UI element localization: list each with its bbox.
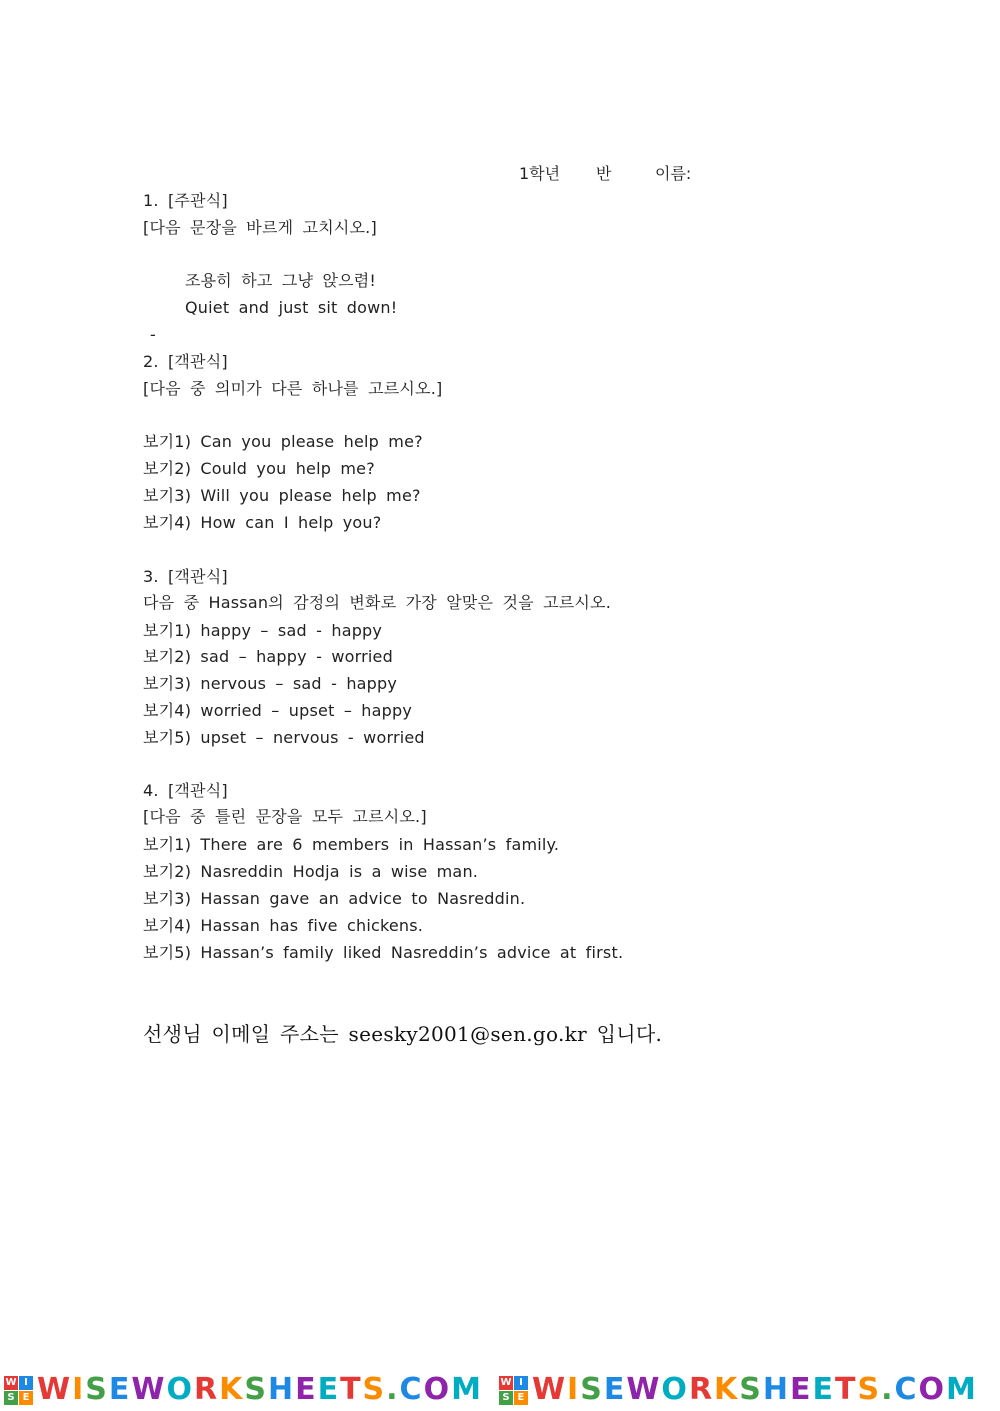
q3-instruction: 다음 중 Hassan의 감정의 변화로 가장 알맞은 것을 고르시오. — [143, 593, 612, 612]
brand-text: WISEWORKSHEETS.COM — [37, 1372, 483, 1407]
q2-option: 보기4) How can I help you? — [143, 513, 382, 532]
q3-option: 보기1) happy – sad - happy — [143, 621, 383, 640]
name-label: 이름: — [655, 164, 692, 183]
brand-logo-icon: W I S E — [499, 1376, 528, 1405]
brand-watermark — [495, 1372, 978, 1408]
q4-option: 보기3) Hassan gave an advice to Nasreddin. — [143, 889, 526, 908]
grade-label: 1학년 — [519, 164, 561, 183]
q2-option: 보기2) Could you help me? — [143, 459, 375, 478]
q2-instruction: [다음 중 의미가 다른 하나를 고르시오.] — [143, 379, 443, 398]
q3-option: 보기5) upset – nervous - worried — [143, 728, 425, 747]
q2-number: 2. [객관식] — [143, 352, 228, 371]
class-label: 반 — [596, 164, 612, 183]
q4-option: 보기4) Hassan has five chickens. — [143, 916, 424, 935]
q3-option: 보기4) worried – upset – happy — [143, 701, 413, 720]
q2-option: 보기1) Can you please help me? — [143, 432, 423, 451]
q4-option: 보기5) Hassan’s family liked Nasreddin’s advice at first. — [143, 943, 624, 962]
footer-watermark — [0, 1372, 1000, 1408]
q3-option: 보기2) sad – happy - worried — [143, 647, 393, 666]
q2-option: 보기3) Will you please help me? — [143, 486, 421, 505]
q1-english-sentence: Quiet and just sit down! — [185, 298, 398, 317]
q3-option: 보기3) nervous – sad - happy — [143, 674, 398, 693]
brand-watermark — [0, 1372, 483, 1408]
q3-number: 3. [객관식] — [143, 567, 228, 586]
q1-korean-sentence: 조용히 하고 그냥 앉으렴! — [185, 271, 377, 290]
q1-instruction: [다음 문장을 바르게 고치시오.] — [143, 218, 377, 237]
brand-logo-icon: W I S E — [4, 1376, 33, 1405]
q1-number: 1. [주관식] — [143, 191, 228, 210]
teacher-email-note: 선생님 이메일 주소는 seesky2001@sen.go.kr 입니다. — [143, 1022, 663, 1046]
q4-number: 4. [객관식] — [143, 781, 228, 800]
q4-instruction: [다음 중 틀린 문장을 모두 고르시오.] — [143, 807, 427, 826]
brand-text: WISEWORKSHEETS.COM — [531, 1372, 978, 1407]
q1-answer-mark: - — [150, 325, 156, 344]
q4-option: 보기1) There are 6 members in Hassan’s family. — [143, 835, 560, 854]
q4-option: 보기2) Nasreddin Hodja is a wise man. — [143, 862, 479, 881]
